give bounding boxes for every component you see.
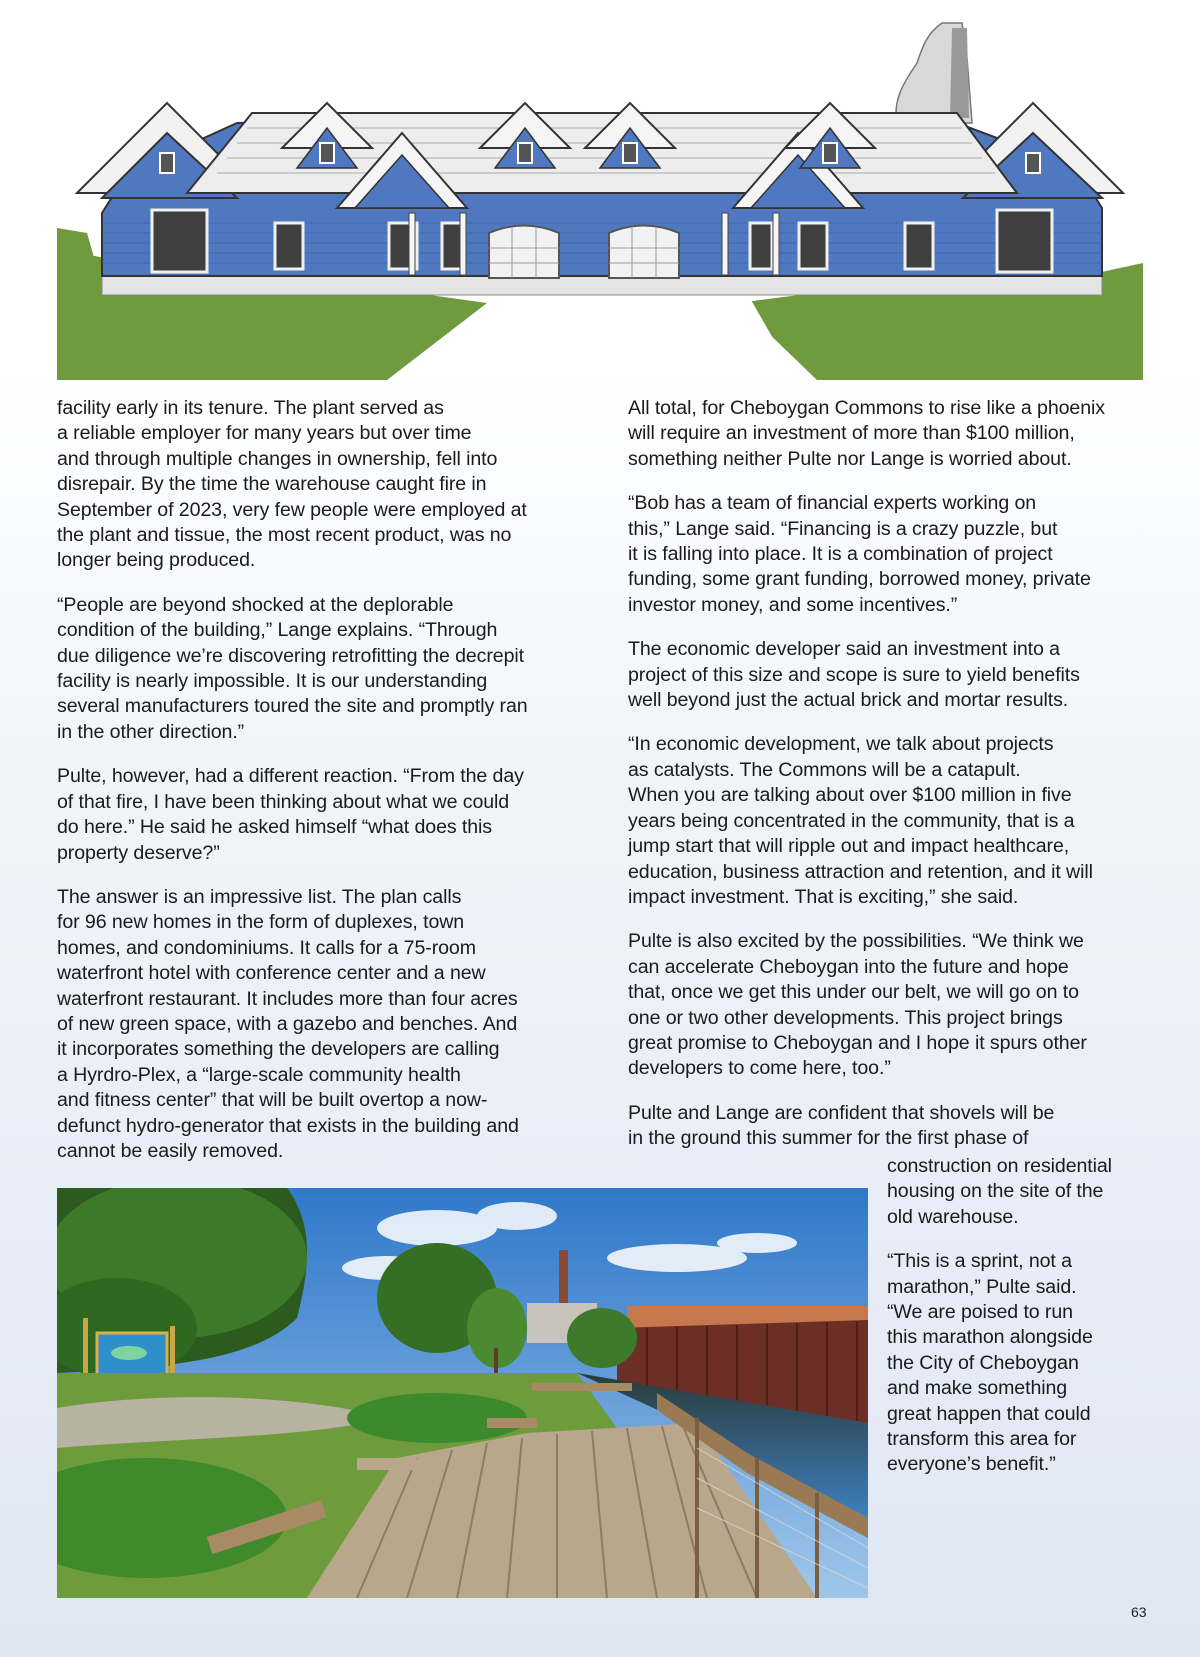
paragraph xyxy=(628,637,1148,713)
text-line: cannot be easily removed. xyxy=(57,1139,284,1162)
paragraph xyxy=(57,764,577,866)
text-line: disrepair. By the time the warehouse caught fire in xyxy=(57,473,487,496)
text-line: condition of the building,” Lange explains. “Through xyxy=(57,619,498,642)
text-line: transform this area for xyxy=(887,1428,1077,1451)
text-line: Pulte, however, had a different reaction. “From the day xyxy=(57,765,524,788)
text-line: it is falling into place. It is a combination of project xyxy=(628,543,1053,566)
text-line: of that fire, I have been thinking about what we could xyxy=(57,790,510,813)
text-line: “This is a sprint, not a xyxy=(887,1250,1072,1273)
text-line: something neither Pulte nor Lange is worried about. xyxy=(628,447,1072,470)
text-line: several manufacturers toured the site and promptly ran xyxy=(57,695,528,718)
page-number: 63 xyxy=(1131,1604,1147,1620)
text-line: “We are poised to run xyxy=(887,1301,1073,1324)
text-line: of new green space, with a gazebo and benches. And xyxy=(57,1012,518,1035)
narrow-text-column xyxy=(887,1154,1147,1497)
text-line: waterfront restaurant. It includes more than four acres xyxy=(57,987,518,1010)
text-line: and through multiple changes in ownership, fell into xyxy=(57,447,498,470)
text-line: waterfront hotel with conference center and a new xyxy=(57,962,486,985)
text-line: and make something xyxy=(887,1377,1068,1400)
paragraph xyxy=(628,396,1148,472)
townhome-rendering-illustration xyxy=(57,18,1143,380)
text-line: one or two other developments. This project brings xyxy=(628,1006,1063,1029)
text-line: facility early in its tenure. The plant served as xyxy=(57,397,444,419)
text-line: defunct hydro-generator that exists in the building and xyxy=(57,1114,519,1137)
text-line: this marathon alongside xyxy=(887,1326,1093,1349)
text-line: do here.” He said he asked himself “what does this xyxy=(57,816,492,839)
paragraph xyxy=(887,1249,1147,1478)
text-line: that, once we get this under our belt, we will go on to xyxy=(628,981,1079,1004)
text-line: facility is nearly impossible. It is our understanding xyxy=(57,670,488,693)
text-line: construction on residential xyxy=(887,1155,1112,1177)
paragraph xyxy=(628,491,1148,618)
text-line: in the ground this summer for the first phase of xyxy=(628,1127,1029,1150)
text-line: jump start that will ripple out and impact healthcare, xyxy=(628,835,1070,858)
text-line: this,” Lange said. “Financing is a crazy puzzle, but xyxy=(628,517,1058,540)
text-line: When you are talking about over $100 million in five xyxy=(628,784,1072,807)
paragraph xyxy=(628,929,1148,1081)
paragraph xyxy=(57,593,577,745)
text-line: old warehouse. xyxy=(887,1205,1019,1228)
text-line: September of 2023, very few people were employed at xyxy=(57,498,527,521)
text-line: developers to come here, too.” xyxy=(628,1057,891,1080)
text-line: years being concentrated in the community, that is a xyxy=(628,809,1075,832)
paragraph xyxy=(57,396,577,574)
text-line: Pulte is also excited by the possibilities. “We think we xyxy=(628,930,1084,953)
text-line: due diligence we’re discovering retrofitting the decrepit xyxy=(57,644,524,667)
text-line: housing on the site of the xyxy=(887,1180,1104,1203)
right-text-column xyxy=(628,396,1148,1171)
text-line: a reliable employer for many years but over time xyxy=(57,422,472,445)
text-line: Pulte and Lange are confident that shovels will be xyxy=(628,1101,1055,1124)
text-line: as catalysts. The Commons will be a catapult. xyxy=(628,758,1021,781)
text-line: property deserve?” xyxy=(57,841,220,864)
text-line: All total, for Cheboygan Commons to rise like a phoenix xyxy=(628,397,1105,419)
text-line: great promise to Cheboygan and I hope it spurs other xyxy=(628,1031,1087,1054)
text-line: it incorporates something the developers are calling xyxy=(57,1038,500,1061)
text-line: will require an investment of more than $100 million, xyxy=(628,422,1075,445)
text-line: and fitness center” that will be built overtop a now- xyxy=(57,1089,488,1112)
text-line: a Hyrdro-Plex, a “large-scale community health xyxy=(57,1063,461,1086)
text-line: The economic developer said an investment into a xyxy=(628,638,1060,661)
riverfront-boardwalk-photo xyxy=(57,1188,868,1598)
left-text-column xyxy=(57,396,577,1183)
text-line: project of this size and scope is sure to yield benefits xyxy=(628,663,1080,686)
paragraph xyxy=(628,1101,1148,1152)
text-line: homes, and condominiums. It calls for a 75-room xyxy=(57,936,476,959)
text-line: marathon,” Pulte said. xyxy=(887,1275,1077,1298)
paragraph xyxy=(628,732,1148,910)
text-line: investor money, and some incentives.” xyxy=(628,593,958,616)
text-line: well beyond just the actual brick and mortar results. xyxy=(628,689,1069,712)
text-line: “In economic development, we talk about projects xyxy=(628,733,1054,756)
text-line: can accelerate Cheboygan into the future and hope xyxy=(628,955,1069,978)
text-line: funding, some grant funding, borrowed money, private xyxy=(628,568,1091,591)
paragraph xyxy=(57,885,577,1164)
text-line: impact investment. That is exciting,” she said. xyxy=(628,885,1019,908)
text-line: “People are beyond shocked at the deplorable xyxy=(57,593,454,616)
text-line: longer being produced. xyxy=(57,549,256,572)
text-line: “Bob has a team of financial experts working on xyxy=(628,492,1037,515)
text-line: the plant and tissue, the most recent product, was no xyxy=(57,524,512,547)
text-line: in the other direction.” xyxy=(57,720,245,743)
paragraph xyxy=(887,1154,1147,1230)
text-line: for 96 new homes in the form of duplexes, town xyxy=(57,911,465,934)
text-line: The answer is an impressive list. The plan calls xyxy=(57,885,462,908)
text-line: education, business attraction and retention, and it will xyxy=(628,860,1093,883)
text-line: everyone’s benefit.” xyxy=(887,1453,1056,1476)
text-line: great happen that could xyxy=(887,1402,1091,1425)
text-line: the City of Cheboygan xyxy=(887,1351,1079,1374)
